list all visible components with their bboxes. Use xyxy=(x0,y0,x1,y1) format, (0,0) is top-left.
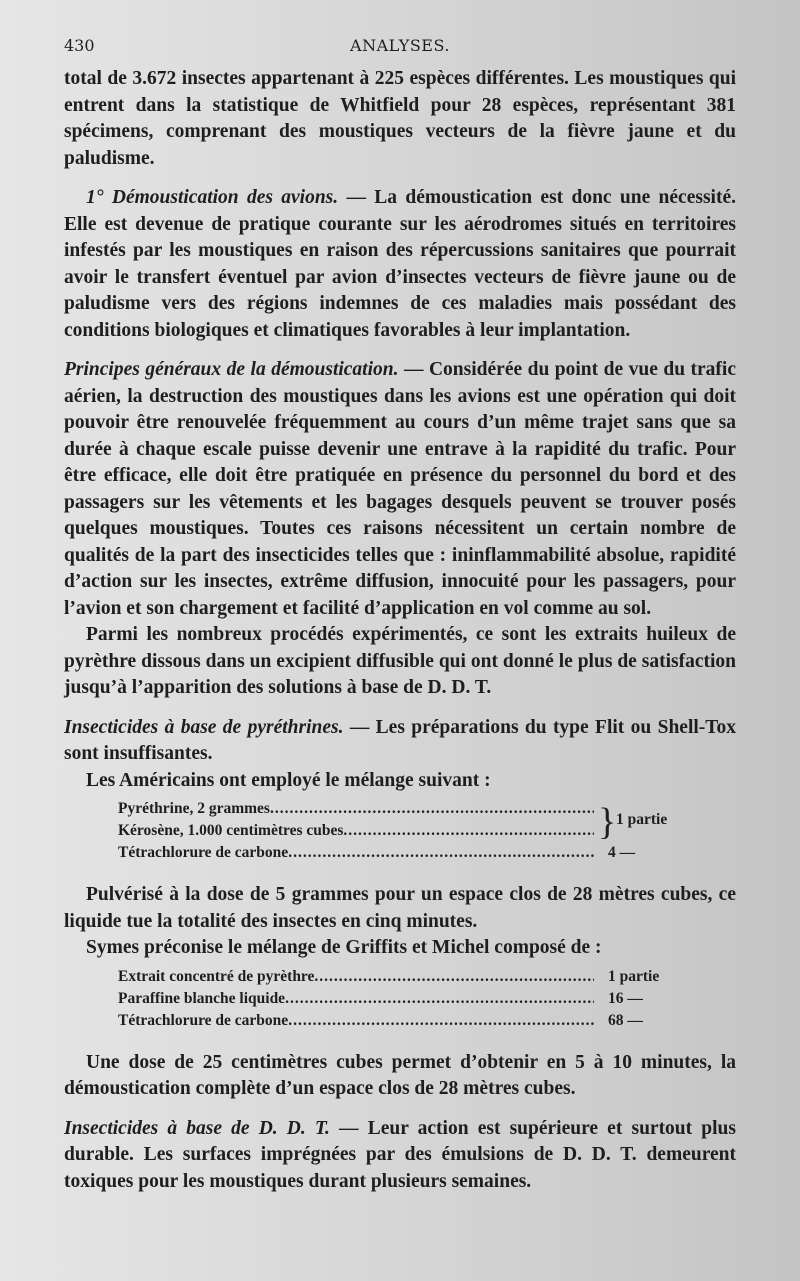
section-heading-demoustication: 1° Démoustication des avions. xyxy=(86,187,339,208)
running-title: ANALYSES. xyxy=(350,36,450,55)
paragraph-2 xyxy=(64,185,736,344)
recipe-row xyxy=(118,990,678,1012)
paragraph-6: Les Américains ont employé le mélange suivant : xyxy=(86,769,491,791)
dot-leader xyxy=(343,822,594,840)
paragraph-10 xyxy=(64,1116,736,1196)
recipe-row xyxy=(118,968,678,990)
dot-leader xyxy=(270,800,594,818)
recipe-quantity: 16 — xyxy=(608,989,643,1007)
recipe-row xyxy=(118,800,678,822)
section-heading-principes: Principes généraux de la démoustication. xyxy=(64,359,399,380)
recipe-ingredient: Tétrachlorure de carbone xyxy=(118,1011,289,1029)
dot-leader xyxy=(314,968,594,986)
recipe-ingredient: Kérosène, 1.000 centimètres cubes xyxy=(118,822,344,839)
recipe-ingredient: Extrait concentré de pyrèthre xyxy=(118,967,315,985)
paragraph-5-text: — Les préparations du type Flit ou Shell-Tox sont insuffisantes. xyxy=(64,716,736,764)
recipe-ingredient: Tétrachlorure de carbone xyxy=(118,844,289,861)
section-heading-ddt: Insecticides à base de D. D. T. xyxy=(64,1117,330,1139)
paragraph-10-text: — Leur action est supérieure et surtout plus durable. Les surfaces imprégnées par des émulsions de D. D. T. demeurent toxiques pour les moustiques durant plusieurs semaines. xyxy=(64,1117,736,1192)
paragraph-7: Pulvérisé à la dose de 5 grammes pour un espace clos de 28 mètres cubes, ce liquide tue la totalité des insectes en cinq minutes. xyxy=(64,884,736,932)
dot-leader xyxy=(288,844,594,862)
paragraph-9: Une dose de 25 centimètres cubes permet d’obtenir en 5 à 10 minutes, la démoustication complète d’un espace clos de 28 mètres cubes. xyxy=(64,1051,736,1099)
paragraph-8: Symes préconise le mélange de Griffits et Michel composé de : xyxy=(86,937,602,958)
page-header xyxy=(64,36,736,66)
recipe-row xyxy=(118,1012,678,1034)
section-heading-pyrethrines: Insecticides à base de pyréthrines. xyxy=(64,716,344,738)
paragraph-1: total de 3.672 insectes appartenant à 225 espèces différentes. Les moustiques qui entrent dans la statistique de Whitfield pour 28 espèces, représentant 381 spécimens, comprenant des moustiques vecteurs de la fièvre jaune et du paludisme. xyxy=(64,68,736,169)
recipe-ingredient: Paraffine blanche liquide xyxy=(118,989,286,1007)
recipe-quantity: 1 partie xyxy=(608,967,660,985)
recipe-quantity-shared: 1 partie xyxy=(616,811,668,828)
recipe-quantity: 68 — xyxy=(608,1011,643,1029)
recipe-1-brace-group xyxy=(118,800,678,844)
brace-symbol: } xyxy=(598,801,617,843)
paragraph-2-text: — La démoustication est donc une nécessité. Elle est devenue de pratique courante sur les aérodromes situés en territoires infestés par les moustiques en raison des répercussions sanitaires que pourrait avoir le transfert éventuel par avion d’insectes vecteurs de fièvre jaune ou de paludisme vers des régions indemnes de ces maladies mais possédant des conditions biologiques et climatiques favorables à leur implantation. xyxy=(64,187,736,341)
dot-leader xyxy=(285,990,594,1008)
paragraph-5 xyxy=(64,715,736,768)
paragraph-3-text: — Considérée du point de vue du trafic aérien, la destruction des moustiques dans les avions est une opération qui doit pouvoir être renouvelée fréquemment au cours d’un même trajet sans que sa durée à chaque escale puisse devenir une entrave à la rapidité du trafic. Pour être efficace, elle doit être pratiquée en présence du personnel du bord et des passagers sur les vêtements et les bagages desquels peuvent se trouver posés quelques moustiques. Toutes ces raisons nécessitent un certain nombre de qualités de la part des insecticides telles que : ininflammabilité absolue, rapidité d’action sur les insectes, extrême diffusion, innocuité pour les passagers, pour l’avion et son chargement et facilité d’application en vol comme au sol. xyxy=(64,359,736,619)
recipe-table-1 xyxy=(118,800,678,866)
page-number: 430 xyxy=(64,36,95,55)
dot-leader xyxy=(288,1012,594,1030)
recipe-table-2 xyxy=(118,968,678,1034)
paragraph-4: Parmi les nombreux procédés expérimentés, ce sont les extraits huileux de pyrèthre dissous dans un excipient diffusible qui ont donné le plus de satisfaction jusqu’à l’apparition des solutions à base de D. D. T. xyxy=(64,624,736,698)
recipe-row xyxy=(118,822,678,844)
recipe-row xyxy=(118,844,678,866)
recipe-quantity: 4 — xyxy=(608,844,636,861)
paragraph-3 xyxy=(64,357,736,622)
recipe-ingredient: Pyréthrine, 2 grammes xyxy=(118,800,270,817)
